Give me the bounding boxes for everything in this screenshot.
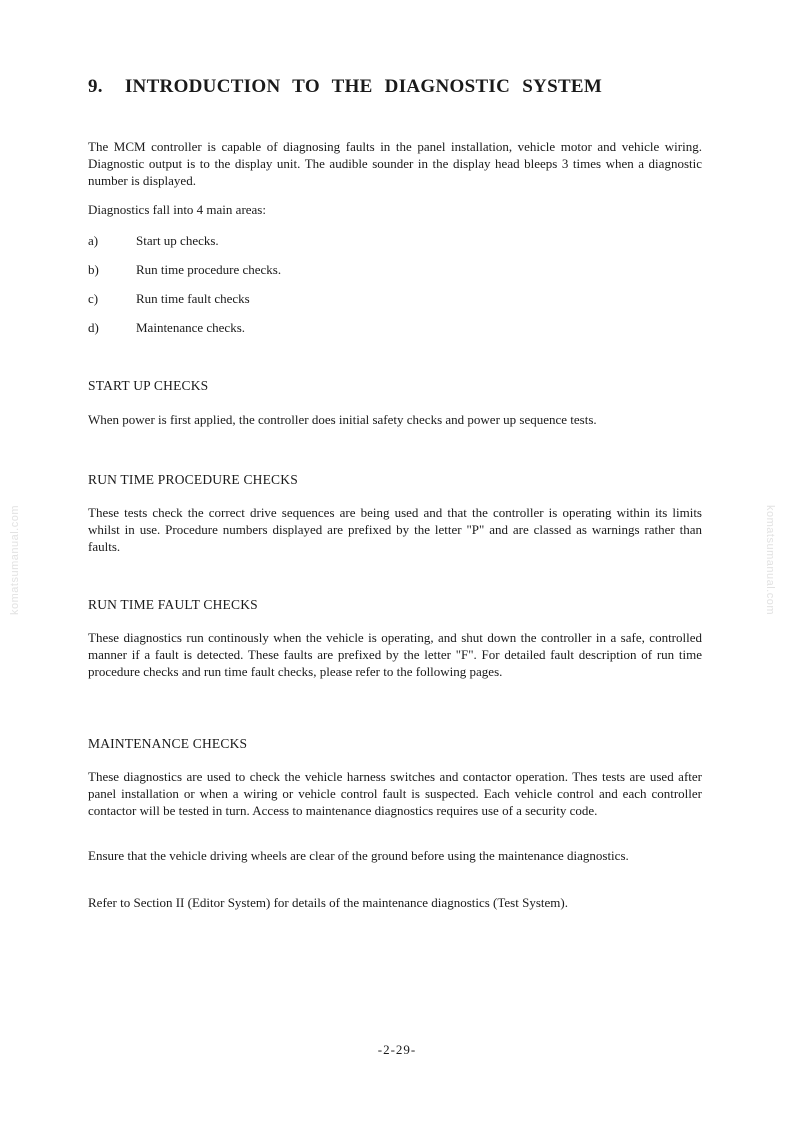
page-number: -2-29- [377,1042,417,1057]
heading-maintenance-checks: MAINTENANCE CHECKS [88,736,248,751]
heading-run-time-fault-checks: RUN TIME FAULT CHECKS [88,597,258,612]
list-item [88,232,219,249]
maintenance-paragraph: These diagnostics are used to check the vehicle harness switches and contactor operation. Thes tests are used after panel installation or when a wiring or vehicle control fault is suspected. Each vehicle control and each controller contactor will be tested in turn. Access to maintenance diagnostics requires use of a security code. [88,769,702,818]
start-up-checks-paragraph: When power is first applied, the controller does initial safety checks and power up sequence tests. [88,412,597,427]
list-item-letter: c) [88,291,99,306]
heading-run-time-procedure-checks: RUN TIME PROCEDURE CHECKS [88,472,298,487]
intro-list-lead: Diagnostics fall into 4 main areas: [88,202,266,217]
list-item-text: Run time procedure checks. [136,262,282,277]
intro-paragraph: The MCM controller is capable of diagnosing faults in the panel installation, vehicle motor and vehicle wiring. Diagnostic output is to the display unit. The audible sounder in the display head bleeps 3 times when a diagnostic number is displayed. [88,139,702,188]
list-item-text: Maintenance checks. [136,320,246,335]
section-number: 9. [88,76,103,97]
heading-start-up-checks: START UP CHECKS [88,378,209,393]
section-title: INTRODUCTION TO THE DIAGNOSTIC SYSTEM [124,76,603,97]
maintenance-reference-paragraph: Refer to Section II (Editor System) for details of the maintenance diagnostics (Test System). [88,895,568,910]
run-time-procedure-paragraph: These tests check the correct drive sequences are being used and that the controller is operating within its limits whilst in use. Procedure numbers displayed are prefixed by the letter "P" and are classed as warnings rather than faults. [88,505,702,554]
watermark-left: komatsumanual.com [9,505,21,615]
list-item-text: Run time fault checks [136,291,250,306]
run-time-fault-paragraph: These diagnostics run continously when the vehicle is operating, and shut down the controller in a safe, controlled manner if a fault is detected. These faults are prefixed by the letter "F". For detailed fault description of run time procedure checks and run time fault checks, please refer to the following pages. [88,630,702,679]
list-item [88,290,250,307]
list-item-letter: d) [88,320,99,335]
page-title [88,76,602,98]
watermark-right: komatsumanual.com [764,505,776,615]
list-item-letter: a) [88,233,99,248]
list-item [88,261,281,278]
list-item-text: Start up checks. [136,233,219,248]
maintenance-warning-paragraph: Ensure that the vehicle driving wheels are clear of the ground before using the maintenance diagnostics. [88,848,629,863]
list-item [88,319,245,336]
list-item-letter: b) [88,262,99,277]
